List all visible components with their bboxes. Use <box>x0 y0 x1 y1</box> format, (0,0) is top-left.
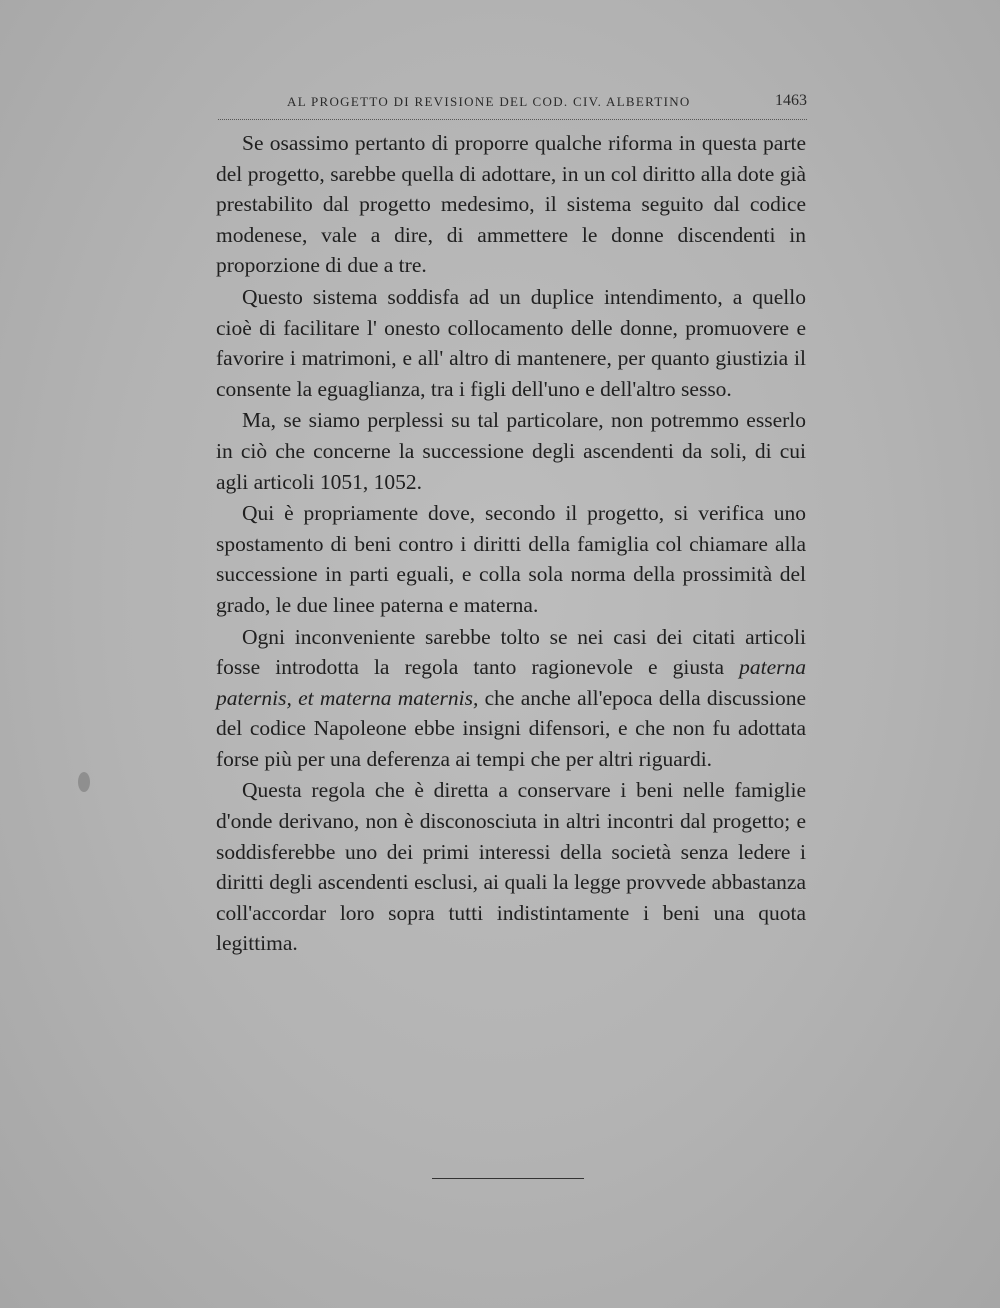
paragraph-6: Questa regola che è diretta a conservare i beni nelle famiglie d'onde derivano, non è disconosciuta in altri incontri dal progetto; e soddisferebbe uno dei primi interessi della società senza ledere i diritti degli ascendenti esclusi, ai quali la legge provvede abbastanza coll'accordar loro sopra tutti indistintamente i beni una quota legittima. <box>216 778 806 956</box>
page-header <box>287 92 807 114</box>
ink-smudge <box>78 772 90 792</box>
paragraph-4: Qui è propriamente dove, secondo il progetto, si verifica uno spostamento di beni contro i diritti della famiglia col chiamare alla successione in parti eguali, e colla sola norma della prossimità del grado, le due linee paterna e materna. <box>216 501 806 617</box>
paragraph-5-start: Ogni inconveniente sarebbe tolto se nei casi dei citati articoli fosse introdotta la regola tanto ragionevole e giusta <box>216 624 806 680</box>
running-head: AL PROGETTO DI REVISIONE DEL COD. CIV. ALBERTINO <box>287 94 691 109</box>
paragraph-3: Ma, se siamo perplessi su tal particolare, non potremmo esserlo in ciò che concerne la successione degli ascendenti da soli, di cui agli articoli 1051, 1052. <box>216 408 806 494</box>
latin-maxim: paterna paternis, et materna maternis, <box>216 655 806 710</box>
paragraph-1: Se osassimo pertanto di proporre qualche riforma in questa parte del progetto, sarebbe quella di adottare, in un col diritto alla dote già prestabilito dal progetto medesimo, il sistema seguito dal codice modenese, vale a dire, di ammettere le donne discendenti in proporzione di due a tre. <box>216 131 806 278</box>
body-text <box>216 128 806 959</box>
paragraph-5 <box>216 622 806 775</box>
page-number: 1463 <box>775 92 807 109</box>
paragraph-5-end: che anche all'epoca della discussione del codice Napoleone ebbe insigni difensori, e che non fu adottata forse più per una deferenza ai tempi che per altri riguardi. <box>216 685 806 771</box>
end-rule <box>432 1178 584 1179</box>
paragraph-2: Questo sistema soddisfa ad un duplice intendimento, a quello cioè di facilitare l' onesto collocamento delle donne, promuovere e favorire i matrimoni, e all' altro di mantenere, per quanto giustizia il consente la eguaglianza, tra i figli dell'uno e dell'altro sesso. <box>216 284 806 401</box>
header-rule <box>218 119 807 120</box>
